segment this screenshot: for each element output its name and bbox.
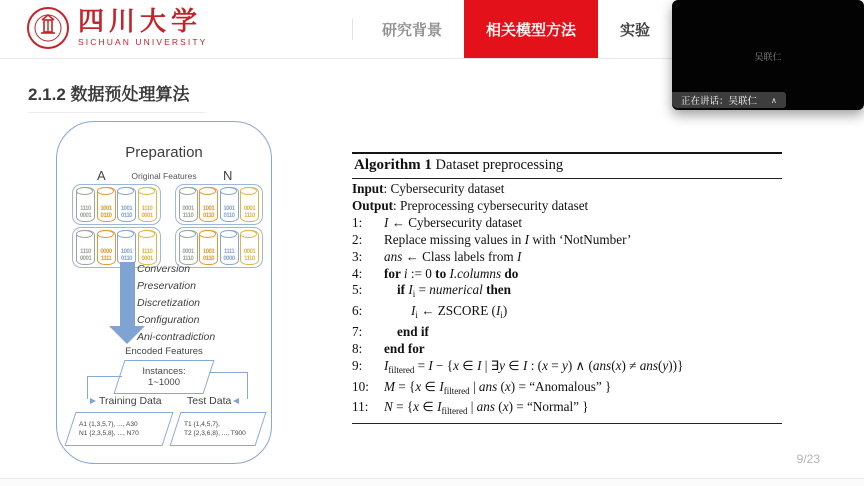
database-cylinder-icon: 1110 0001: [76, 230, 95, 265]
original-features-label: Original Features: [131, 171, 197, 181]
algorithm-line: 9: $I_{filtered} = I - \{x$ ∈ I | ∃y ∈ I : (x = y) ∧ (ans(x) ≠ ans(y))}: [352, 357, 684, 375]
database-cylinder-icon: 1001 0110: [97, 187, 116, 222]
university-name-en: SICHUAN UNIVERSITY: [78, 37, 208, 47]
database-cylinder-icon: 1001 0110: [117, 230, 136, 265]
database-cylinder-icon: 0001 1110: [240, 187, 259, 222]
database-cylinder-icon: 0001 1110: [240, 230, 259, 265]
chevron-up-icon[interactable]: ∧: [771, 95, 777, 105]
database-cylinder-icon: 0001 1110: [179, 230, 198, 265]
university-seal-icon: [26, 6, 70, 50]
algorithm-io: [352, 179, 782, 215]
process-step: Discretization: [137, 297, 201, 309]
participant-name: 吴联仁: [754, 52, 782, 62]
speaking-label: 正在讲话：吴联仁: [681, 96, 758, 107]
process-steps: [137, 261, 215, 346]
university-logo: [26, 6, 207, 50]
database-cylinder-icon: 0000 1111: [97, 230, 116, 265]
column-label-a: A: [97, 168, 106, 183]
arrowhead-right-icon: [90, 398, 96, 404]
speaking-indicator-bar[interactable]: [672, 92, 786, 108]
process-step: Configuration: [137, 314, 200, 326]
database-cylinder-icon: 0001 1110: [179, 187, 198, 222]
training-data-label: Training Data: [99, 395, 162, 407]
algorithm-box: [352, 152, 782, 426]
algorithm-title: Algorithm 1 Dataset preprocessing: [352, 152, 782, 179]
algorithm-line: 4: for i := 0 to I.columns do: [352, 265, 519, 281]
tab-实验[interactable]: 实验: [620, 21, 651, 39]
process-step: Ani-contradiction: [137, 331, 216, 343]
encoded-features-label: Encoded Features: [125, 346, 203, 357]
algorithm-line: 6: $I_i$ ← ZSCORE $(I_i)$: [352, 303, 508, 321]
preprocessing-flow-diagram: [56, 121, 272, 464]
feature-group: [72, 184, 161, 225]
algorithm-lines: [352, 215, 782, 420]
database-cylinder-icon: 1110 0001: [76, 187, 95, 222]
database-cylinder-icon: 1001 0110: [199, 230, 218, 265]
tab-相关模型方法[interactable]: 相关模型方法: [464, 0, 598, 58]
algorithm-line: 8: end for: [352, 340, 425, 356]
arrowhead-left-icon: [233, 398, 239, 404]
nav-tabs: [360, 0, 672, 58]
database-cylinder-icon: 1111 0000: [220, 230, 239, 265]
algorithm-bottom-rule: [352, 423, 782, 426]
process-step: Conversion: [137, 263, 191, 275]
training-data-node: A1 {1,3,5,7}, ..., A30 N1 {2,3,5,8}, ..., N70: [64, 412, 173, 446]
database-cylinder-icon: 1001 0110: [117, 187, 136, 222]
footer-divider: [0, 478, 864, 486]
video-window[interactable]: [672, 0, 864, 110]
process-step: Preservation: [137, 280, 196, 292]
page-number: 9/23: [796, 452, 820, 466]
feature-group: [175, 184, 264, 225]
instances-node: Instances: 1~1000: [113, 360, 214, 394]
tab-研究背景[interactable]: 研究背景: [382, 21, 443, 39]
test-data-node: T1 {1,4,5,7}, T2 {2,3,6,8}, ..., T900: [169, 412, 266, 446]
test-data-label: Test Data: [187, 395, 232, 407]
column-label-n: N: [223, 168, 233, 183]
algorithm-line: 10: M = {x ∈ $I_{filtered}$ | ans (x) = “Anomalous” }: [352, 378, 612, 396]
algorithm-io-line: Input : Cybersecurity dataset: [352, 181, 505, 196]
database-cylinder-icon: 1001 0110: [199, 187, 218, 222]
algorithm-line: 3: ans ← Class labels from I: [352, 248, 522, 264]
algorithm-io-line: Output : Preprocessing cybersecurity dataset: [352, 197, 589, 213]
nav-divider: [352, 19, 353, 40]
slide-heading: 2.1.2 数据预处理算法: [28, 80, 206, 113]
algorithm-line: 11: N = {x ∈ $I_{filtered}$ | ans (x) = “Normal” }: [352, 399, 589, 417]
database-cylinder-icon: 1001 0110: [220, 187, 239, 222]
university-name-zh: 四川大学: [78, 7, 203, 36]
algorithm-line: 7: end if: [352, 323, 429, 339]
algorithm-line: 2: Replace missing values in I with ‘NotNumber’: [352, 231, 632, 247]
database-cylinder-icon: 1110 0001: [138, 187, 157, 222]
database-cylinder-icon: 1110 0001: [138, 230, 157, 265]
algorithm-line: 1: I ← Cybersecurity dataset: [352, 214, 523, 230]
diagram-title: Preparation: [125, 144, 203, 161]
algorithm-line: 5: if $I_i$ = numerical then: [352, 282, 511, 300]
